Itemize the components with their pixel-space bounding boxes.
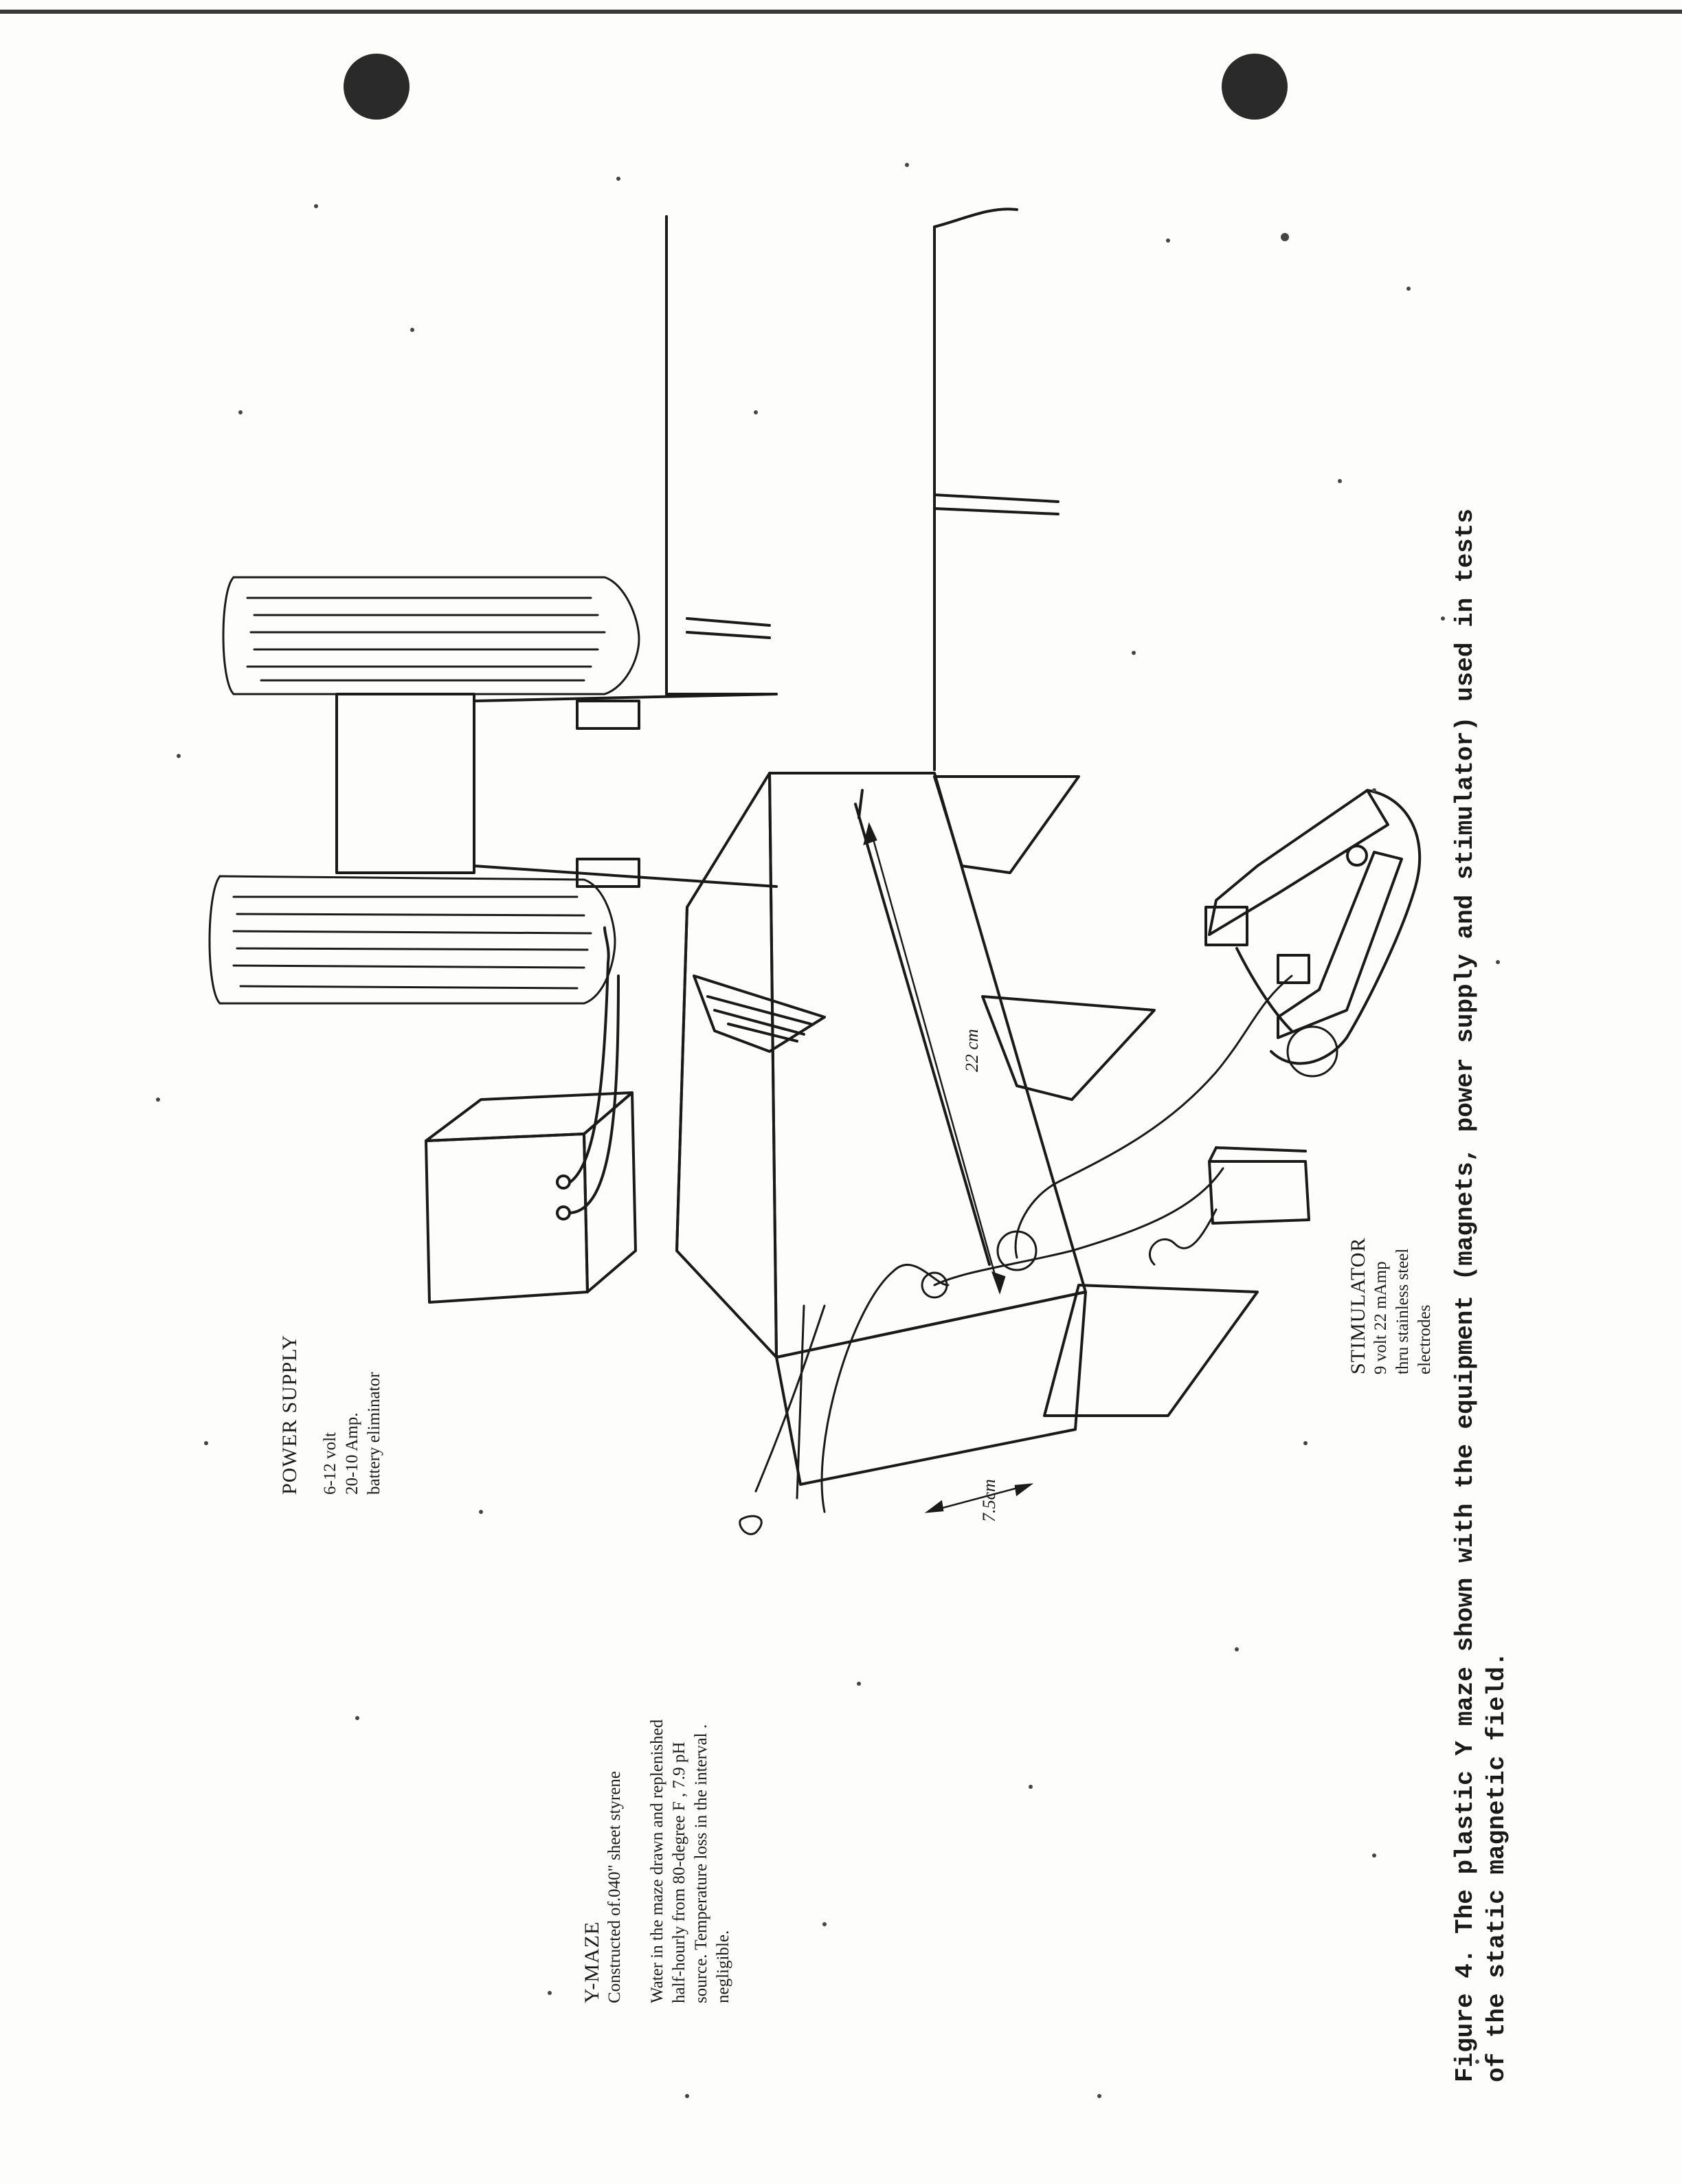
stimulator-line-2: thru stainless steel — [1393, 1248, 1412, 1374]
dimension-marks — [864, 825, 1031, 1512]
stimulator-line-1: 9 volt 22 mAmp — [1371, 1261, 1390, 1374]
power-supply-label — [278, 1335, 385, 1495]
figure-caption — [1450, 509, 1513, 2082]
stimulator-line-3: electrodes — [1415, 1304, 1434, 1374]
power-supply-line-2: 20-10 Amp. — [343, 1412, 361, 1495]
magnet-coil-lower — [210, 876, 615, 1003]
stimulator-box — [1209, 1148, 1309, 1223]
y-maze-line-3: source. Temperature loss in the interval . — [692, 1724, 710, 2003]
maze-main-body — [677, 773, 1086, 1484]
maze-side-flanges — [694, 777, 1257, 1416]
electrode-clip — [1206, 790, 1420, 1063]
power-supply-line-3: battery eliminator — [365, 1372, 383, 1495]
dimension-length-label: 22 cm — [962, 1029, 982, 1072]
electrode-wires — [740, 976, 1337, 1534]
magnet-yoke — [337, 694, 776, 887]
stimulator-title: STIMULATOR — [1347, 1237, 1369, 1374]
figure-caption-line-1: Figure 4. The plastic Y maze shown with the equipment (magnets, power supply and stimulator) used in tests — [1451, 509, 1479, 2082]
power-supply-line-1: 6-12 volt — [321, 1432, 339, 1495]
figure-caption-line-2: of the static magnetic field. — [1483, 1651, 1511, 2082]
y-maze-label — [581, 1719, 735, 2003]
y-maze-line-4: negligible. — [714, 1930, 732, 2003]
maze-upper-arm — [666, 209, 1058, 770]
stimulator-label — [1347, 1238, 1436, 1374]
magnet-coil-upper — [223, 577, 639, 694]
y-maze-line-2: half-hourly from 80-degree F , 7.9 pH — [670, 1741, 688, 2003]
dimension-width-label: 7.5cm — [979, 1479, 999, 1522]
y-maze-construction: Constructed of.040" sheet styrene — [605, 1771, 624, 2003]
power-supply-title: POWER SUPPLY — [278, 1334, 301, 1495]
y-maze-title: Y-MAZE — [581, 1921, 603, 2003]
scan-speckles — [156, 163, 1500, 2098]
y-maze-line-1: Water in the maze drawn and replenished — [648, 1719, 666, 2003]
